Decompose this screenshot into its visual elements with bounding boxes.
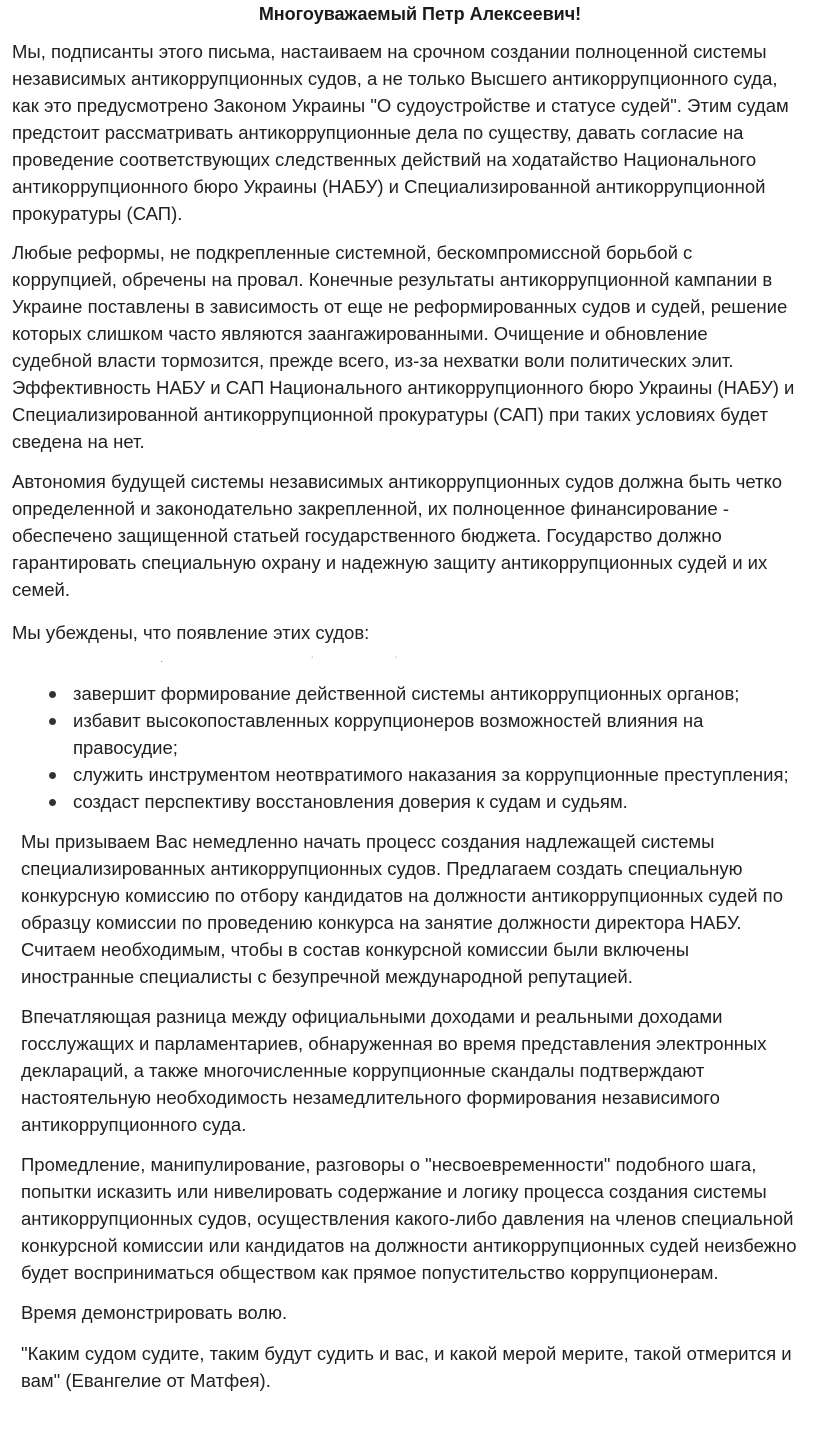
text-line: "Каким судом судите, таким будут судить и вас, и какой мерой мерите, такой отмерится и — [21, 1343, 792, 1364]
text-line: иностранные специалисты с безупречной международной репутацией. — [21, 966, 633, 987]
text-line: предстоит рассматривать антикоррупционные дела по существу, давать согласие на — [12, 122, 744, 143]
bullet-icon — [49, 799, 56, 806]
text-line: судебной власти тормозится, прежде всего, из-за нехватки воли политических элит. — [12, 350, 734, 371]
text-line: которых слишком часто являются заангажированными. Очищение и обновление — [12, 323, 708, 344]
text-line: определенной и законодательно закрепленной, их полноценное финансирование - — [12, 498, 729, 519]
text-line: Время демонстрировать волю. — [21, 1302, 288, 1323]
text-line: гарантировать специальную охрану и надежную защиту антикоррупционных судей и их — [12, 552, 768, 573]
text-line: проведение соответствующих следственных действий на ходатайство Национального — [12, 149, 757, 170]
text-line: Промедление, манипулирование, разговоры о "несвоевременности" подобного шага, — [21, 1154, 757, 1175]
text-line: госслужащих и парламентариев, обнаруженная во время представления электронных — [21, 1033, 767, 1054]
list-item — [0, 788, 789, 815]
text-line: Мы, подписанты этого письма, настаиваем на срочном создании полноценной системы — [12, 41, 767, 62]
text-line: конкурсной комиссии или кандидатов на должности антикоррупционных судей неизбежно — [21, 1235, 797, 1256]
text-line: Считаем необходимым, чтобы в состав конкурсной комиссии были включены — [21, 939, 689, 960]
text-line: правосудие; — [73, 737, 178, 758]
text-line: Автономия будущей системы независимых антикоррупционных судов должна быть четко — [12, 471, 783, 492]
paragraph-1 — [12, 38, 789, 227]
text-line: специализированных антикоррупционных судов. Предлагаем создать специальную — [21, 858, 743, 879]
paragraph-8 — [21, 1299, 287, 1326]
text-line: семей. — [12, 579, 71, 600]
text-line: прокуратуры (САП). — [12, 203, 183, 224]
text-line: настоятельную необходимость незамедлительного формирования независимого — [21, 1087, 720, 1108]
rendering-artifact: · ˙ ˙ — [160, 656, 399, 667]
bullet-icon — [49, 718, 56, 725]
paragraph-9 — [21, 1340, 792, 1394]
paragraph-3 — [12, 468, 782, 603]
text-line: Мы призываем Вас немедленно начать процесс создания надлежащей системы — [21, 831, 715, 852]
text-line: обеспечено защищенной статьей государственного бюджета. Государство должно — [12, 525, 722, 546]
text-line: Любые реформы, не подкрепленные системной, бескомпромиссной борьбой с — [12, 242, 693, 263]
text-line: будет восприниматься обществом как прямое попустительство коррупционерам. — [21, 1262, 719, 1283]
text-line: вам" (Евангелие от Матфея). — [21, 1370, 271, 1391]
paragraph-7 — [21, 1151, 797, 1286]
paragraph-5 — [21, 828, 783, 990]
list-item — [0, 680, 789, 707]
bullet-icon — [49, 691, 56, 698]
paragraph-6 — [21, 1003, 767, 1138]
text-line: конкурсную комиссию по отбору кандидатов на должности антикоррупционных судей по — [21, 885, 783, 906]
text-line: Эффективность НАБУ и САП Национального антикоррупционного бюро Украины (НАБУ) и — [12, 377, 795, 398]
text-line: Специализированной антикоррупционной прокуратуры (САП) при таких условиях будет — [12, 404, 768, 425]
text-line: сведена на нет. — [12, 431, 145, 452]
paragraph-4 — [12, 619, 369, 646]
text-line: коррупцией, обречены на провал. Конечные результаты антикоррупционной кампании в — [12, 269, 773, 290]
bullet-list — [0, 680, 789, 815]
text-line: служить инструментом неотвратимого наказания за коррупционные преступления; — [73, 764, 789, 785]
letter-salutation: Многоуважаемый Петр Алексеевич! — [258, 4, 582, 24]
text-line: попытки исказить или нивелировать содержание и логику процесса создания системы — [21, 1181, 767, 1202]
text-line: антикоррупционных судов, осуществления какого-либо давления на членов специальной — [21, 1208, 794, 1229]
text-line: Мы убеждены, что появление этих судов: — [12, 622, 370, 643]
list-item — [0, 761, 789, 788]
text-line: антикоррупционного суда. — [21, 1114, 247, 1135]
text-line: завершит формирование действенной системы антикоррупционных органов; — [73, 683, 740, 704]
text-line: антикоррупционного бюро Украины (НАБУ) и Специализированной антикоррупционной — [12, 176, 766, 197]
text-line: как это предусмотрено Законом Украины "О судоустройстве и статусе судей". Этим судам — [12, 95, 789, 116]
text-line: Впечатляющая разница между официальными доходами и реальными доходами — [21, 1006, 723, 1027]
text-line: создаст перспективу восстановления доверия к судам и судьям. — [73, 791, 628, 812]
text-line: независимых антикоррупционных судов, а не только Высшего антикоррупционного суда, — [12, 68, 778, 89]
paragraph-2 — [12, 239, 794, 455]
text-line: образцу комиссии по проведению конкурса на занятие должности директора НАБУ. — [21, 912, 742, 933]
bullet-icon — [49, 772, 56, 779]
text-line: Украине поставлены в зависимость от еще не реформированных судов и судей, решение — [12, 296, 788, 317]
list-item — [0, 707, 789, 761]
text-line: избавит высокопоставленных коррупционеров возможностей влияния на — [73, 710, 704, 731]
text-line: деклараций, а также многочисленные коррупционные скандалы подтверждают — [21, 1060, 705, 1081]
